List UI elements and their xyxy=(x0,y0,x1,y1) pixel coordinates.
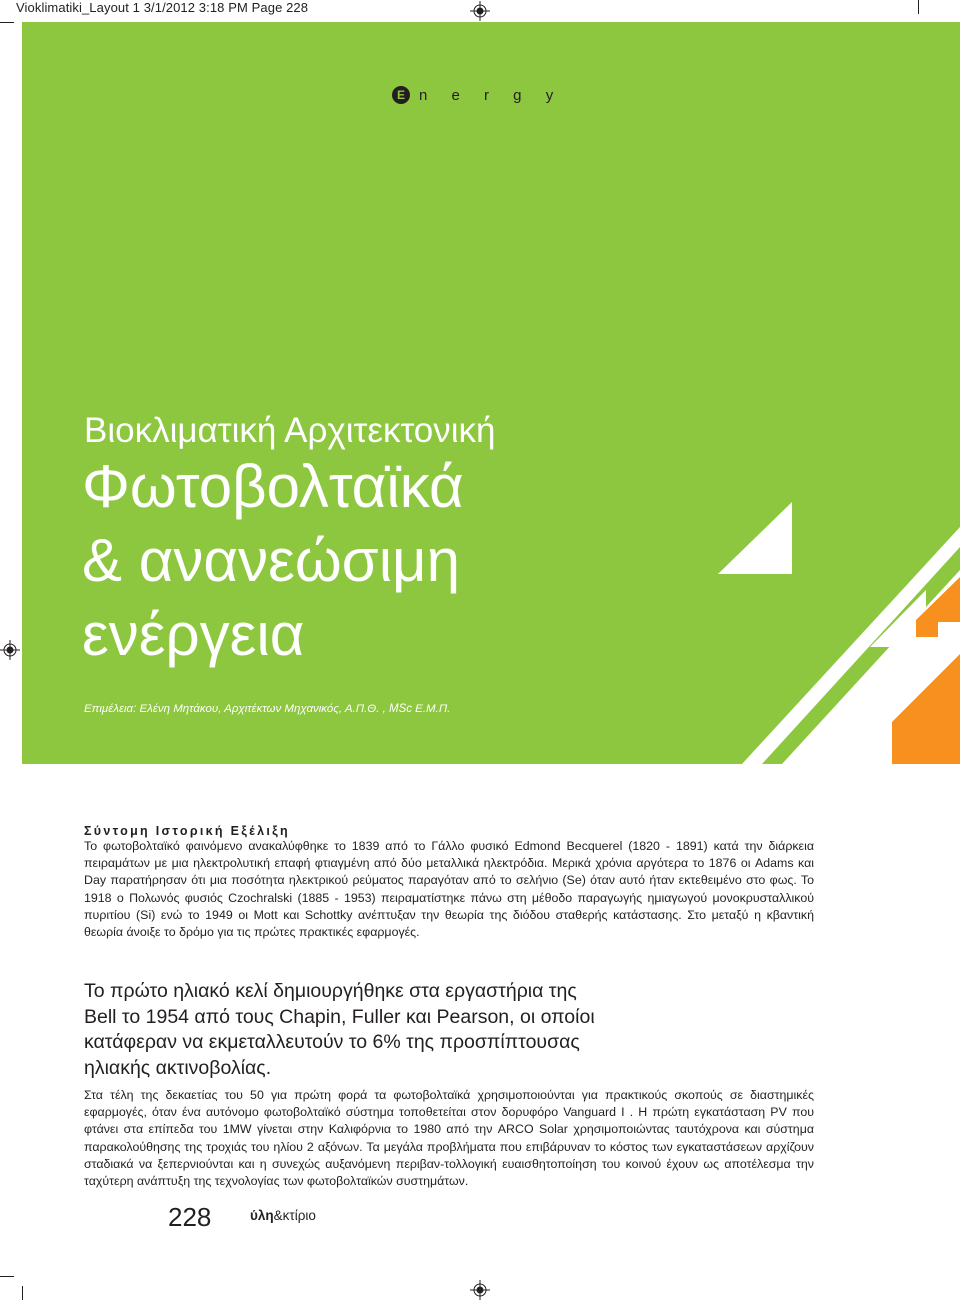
crop-mark xyxy=(22,1286,23,1300)
article-title xyxy=(82,450,464,672)
logo-bold: ύλη xyxy=(250,1208,274,1223)
title-line-3: ενέργεια xyxy=(82,601,305,668)
body-paragraph: Στα τέλη της δεκαετίας του 50 για πρώτη φορά τα φωτοβολταϊκά χρησιμοποιούνται για πρακτικούς σκοπούς σε διαστημικές εφαρμογές, όταν ένα αυτόνομο φωτοβολταϊκό σύστημα τοποθετείται στον δορυφόρο Vanguard I . Η πρώτη εγκατάσταση PV που φτάνει στα επίπεδα του 1MW γίνεται στην Καλιφόρνια το 1980 από την ARCO Solar χρησιμοποιώντας ταυτόχρονα και σύστημα παρακολούθησης της τροχιάς του ηλίου 2 αξόνων. Τα μεγάλα προβλήματα που επιβάρυναν το κόστος των εγκαταστάσεων αρχίζουν σταδιακά να ξεπερνιούνται και η συνεχώς αυξανόμενη περιβαν-τολλογική ευαισθητοποίηση του κοινού έχουν ως αποτέλεσμα την ταχύτερη ανάπτυξη της τεχνολογίας των φωτοβολταϊκών συστημάτων. xyxy=(84,1088,814,1189)
energy-badge: E xyxy=(392,86,410,104)
section-heading: Σύντομη Ιστορική Εξέλιξη xyxy=(84,824,290,838)
crop-mark xyxy=(0,1276,14,1277)
crop-mark xyxy=(918,0,919,14)
title-line-1: Φωτοβολταϊκά xyxy=(82,453,464,520)
section-tag-label: n e r g y xyxy=(419,86,564,104)
section-tag xyxy=(392,86,563,104)
pull-quote: Το πρώτο ηλιακό κελί δημιουργήθηκε στα εργαστήρια της Bell το 1954 από τους Chapin, Fuller και Pearson, οι οποίοι κατάφεραν να εκμεταλλευτούν το 6% της προσπίπτουσας ηλιακής ακτινοβολίας. xyxy=(84,980,595,1079)
magazine-logo xyxy=(250,1208,316,1223)
kicker: Βιοκλιματική Αρχιτεκτονική xyxy=(84,411,496,450)
title-line-2: & ανανεώσιμη xyxy=(82,527,460,594)
registration-mark-icon xyxy=(470,1280,490,1300)
print-slug: Vioklimatiki_Layout 1 3/1/2012 3:18 PM Page 228 xyxy=(16,0,309,15)
page-number: 228 xyxy=(168,1202,212,1232)
registration-mark-icon xyxy=(0,640,20,660)
byline: Επιμέλεια: Ελένη Μητάκου, Αρχιτέκτων Μηχανικός, Α.Π.Θ. , MSc Ε.Μ.Π. xyxy=(84,703,451,715)
registration-mark-icon xyxy=(470,1,490,21)
logo-rest: &κτίριο xyxy=(273,1208,316,1223)
body-paragraph: Το φωτοβολταϊκό φαινόμενο ανακαλύφθηκε το 1839 από το Γάλλο φυσικό Edmond Becquerel (1820 - 1891) κατά την διάρκεια πειραμάτων με μια ηλεκτρολυτική επαφή φτιαγμένη από δύο μεταλλικά ηλεκτρόδια. Μερικά χρόνια αργότερα το 1876 οι Adams και Day παρατήρησαν ότι μια ποσότητα ηλεκτρικού ρεύματος παραγόταν από το σελήνιο (Se) όταν αυτό ήταν εκτεθειμένο στο φως. Το 1918 ο Πολωνός φυσιός Czochralski (1885 - 1953) πειραματίστηκε πάνω στη μέθοδο παραγωγής ημιαγωγού μονοκρυσταλλικού πυριτίου (Si) ενώ το 1949 οι Mott και Schottky ανέπτυξαν την θεωρία της διόδου σταθερής κατάστασης. Στο μεταξύ η κβαντική θεωρία άνοιξε το δρόμο για τις πρώτες πρακτικές εφαρμογές. xyxy=(84,839,814,940)
crop-mark xyxy=(0,22,14,23)
